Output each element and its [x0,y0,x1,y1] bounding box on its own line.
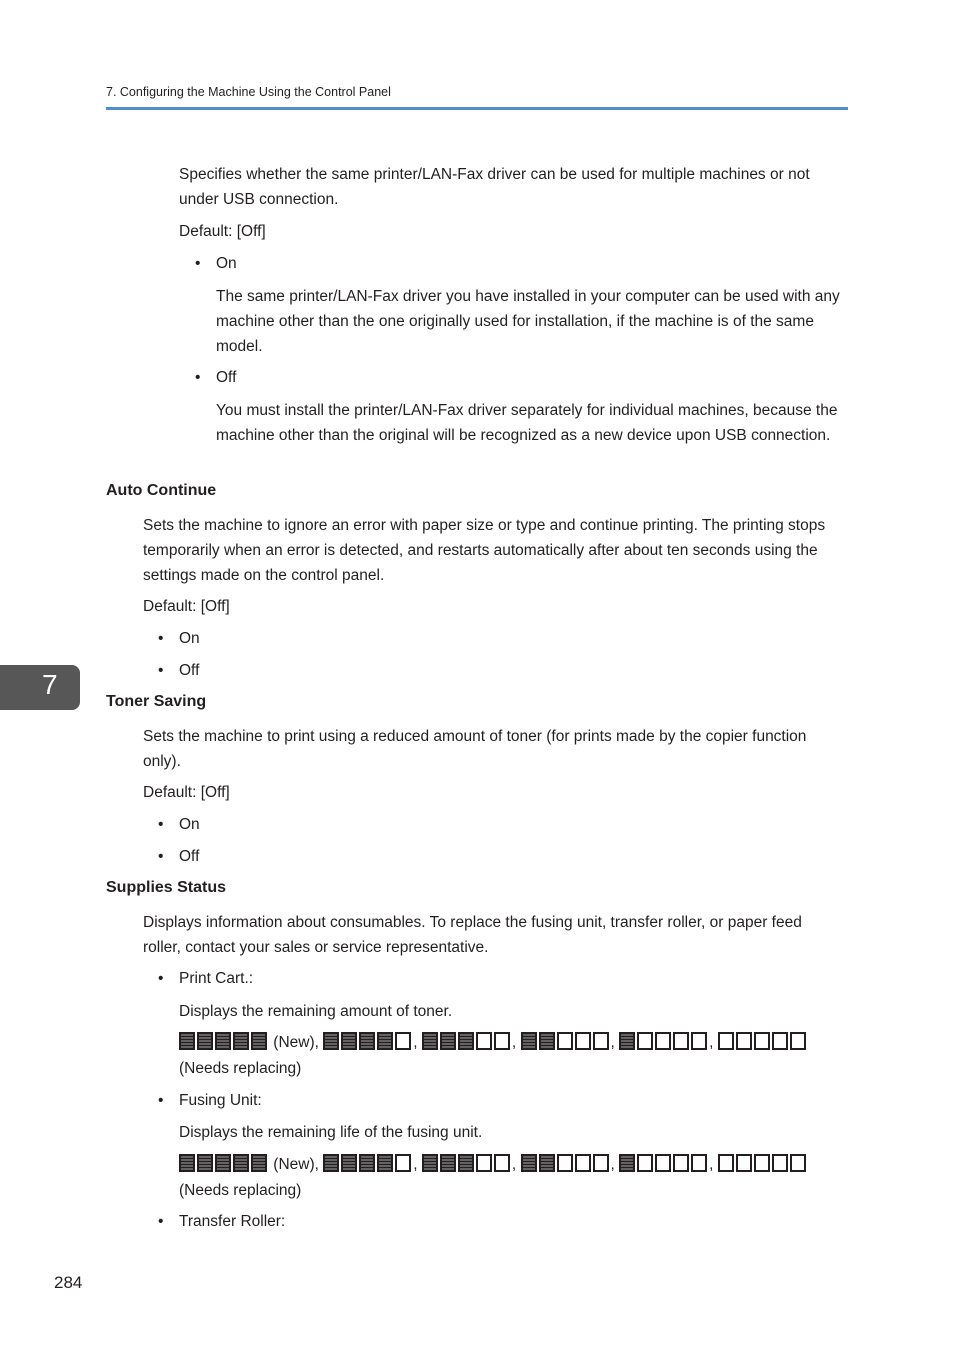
level-gauge-icon [422,1032,510,1050]
gauge-cell-empty [692,1155,706,1171]
usb-setting-description: Specifies whether the same printer/LAN-Fax driver can be used for multiple machines or not under USB connection. [179,166,810,208]
fusing-unit-needs-replacing: (Needs replacing) [179,1182,302,1199]
gauge-cell-empty [656,1033,670,1049]
toner-saving-description: Sets the machine to print using a reduced amount of toner (for prints made by the copier function only). [143,728,807,770]
level-gauge-icon [323,1032,411,1050]
gauge-separator: , [413,1156,422,1173]
bullet-item [158,1088,262,1113]
supply-label-fusing-unit: Fusing Unit: [179,1092,262,1109]
gauge-separator: , [413,1034,422,1051]
level-gauge-icon [179,1032,267,1050]
gauge-separator: , [511,1156,521,1173]
running-header: 7. Configuring the Machine Using the Control Panel [106,85,391,99]
heading-auto-continue: Auto Continue [106,482,217,499]
gauge-cell-empty [396,1155,410,1171]
usb-setting-default: Default: [Off] [179,223,266,240]
gauge-row-print-cart [179,1030,808,1055]
bullet-icon: • [158,630,164,647]
heading-toner-saving: Toner Saving [106,693,207,710]
level-gauge-icon [422,1154,510,1172]
toner-saving-option-on: On [179,816,200,833]
gauge-cell-empty [755,1155,769,1171]
gauge-separator: , [610,1034,620,1051]
gauge-cell-empty [576,1033,590,1049]
gauge-separator: , [709,1034,718,1051]
supply-label-print-cart: Print Cart.: [179,970,254,987]
gauge-cell-empty [495,1033,509,1049]
bullet-item [158,658,200,683]
gauge-cell-empty [773,1155,787,1171]
gauge-cell-empty [576,1155,590,1171]
gauge-separator: , [511,1034,521,1051]
toner-saving-default: Default: [Off] [143,784,230,801]
print-cart-description: Displays the remaining amount of toner. [179,1003,453,1020]
bullet-item [158,844,200,869]
auto-continue-option-off: Off [179,662,200,679]
gauge-cell-empty [674,1155,688,1171]
level-gauge-icon [521,1154,609,1172]
gauge-separator: , [610,1156,620,1173]
gauge-cell-empty [737,1033,751,1049]
option-description-off: You must install the printer/LAN-Fax driver separately for individual machines, because the machine other than the original will be recognized as a new device upon USB connection. [216,402,838,444]
auto-continue-option-on: On [179,630,200,647]
option-label-on: On [216,255,237,272]
print-cart-needs-replacing: (Needs replacing) [179,1060,302,1077]
auto-continue-description: Sets the machine to ignore an error with paper size or type and continue printing. The printing stops temporarily when an error is detected, and restarts automatically after about ten seconds using the settings made on the control panel. [143,517,826,584]
gauge-cell-empty [477,1155,491,1171]
gauge-cell-empty [674,1033,688,1049]
gauge-cell-empty [558,1033,572,1049]
bullet-icon: • [195,255,201,272]
bullet-icon: • [158,662,164,679]
option-label-off: Off [216,369,237,386]
bullet-item [158,966,254,991]
bullet-icon: • [158,1213,164,1230]
gauge-cell-empty [656,1155,670,1171]
header-rule [106,107,848,110]
gauge-cell-empty [638,1155,652,1171]
gauge-new-label: (New), [269,1156,324,1173]
level-gauge-icon [179,1154,267,1172]
gauge-cell-empty [594,1155,608,1171]
auto-continue-default: Default: [Off] [143,598,230,615]
bullet-icon: • [158,848,164,865]
gauge-cell-empty [791,1155,805,1171]
chapter-number: 7 [42,669,58,700]
bullet-item [158,812,200,837]
level-gauge-icon [323,1154,411,1172]
level-gauge-icon [718,1032,806,1050]
heading-supplies-status: Supplies Status [106,879,227,896]
gauge-cell-empty [692,1033,706,1049]
bullet-item [195,365,237,390]
gauge-cell-empty [719,1155,733,1171]
gauge-separator: , [709,1156,718,1173]
bullet-icon: • [195,369,201,386]
supplies-status-description: Displays information about consumables. To replace the fusing unit, transfer roller, or paper feed roller, contact your sales or service representative. [143,914,802,956]
bullet-item [158,626,200,651]
gauge-cell-empty [755,1033,769,1049]
gauge-cell-empty [791,1033,805,1049]
supply-label-transfer-roller: Transfer Roller: [179,1213,286,1230]
gauge-cell-empty [737,1155,751,1171]
gauge-row-fusing-unit [179,1152,808,1177]
gauge-cell-empty [477,1033,491,1049]
level-gauge-icon [718,1154,806,1172]
gauge-cell-empty [396,1033,410,1049]
chapter-tab [0,665,80,710]
level-gauge-icon [619,1032,707,1050]
bullet-icon: • [158,970,164,987]
gauge-cell-empty [594,1033,608,1049]
gauge-cell-empty [558,1155,572,1171]
page-number: 284 [54,1273,83,1292]
bullet-item [195,251,237,276]
gauge-cell-empty [719,1033,733,1049]
bullet-item [158,1209,286,1234]
level-gauge-icon [619,1154,707,1172]
gauge-cell-empty [638,1033,652,1049]
option-description-on: The same printer/LAN-Fax driver you have installed in your computer can be used with any machine other than the one originally used for installation, if the machine is of the same model. [216,288,840,355]
bullet-icon: • [158,816,164,833]
bullet-icon: • [158,1092,164,1109]
level-gauge-icon [521,1032,609,1050]
gauge-new-label: (New), [269,1034,324,1051]
toner-saving-option-off: Off [179,848,200,865]
gauge-cell-empty [495,1155,509,1171]
fusing-unit-description: Displays the remaining life of the fusing unit. [179,1124,483,1141]
gauge-cell-empty [773,1033,787,1049]
